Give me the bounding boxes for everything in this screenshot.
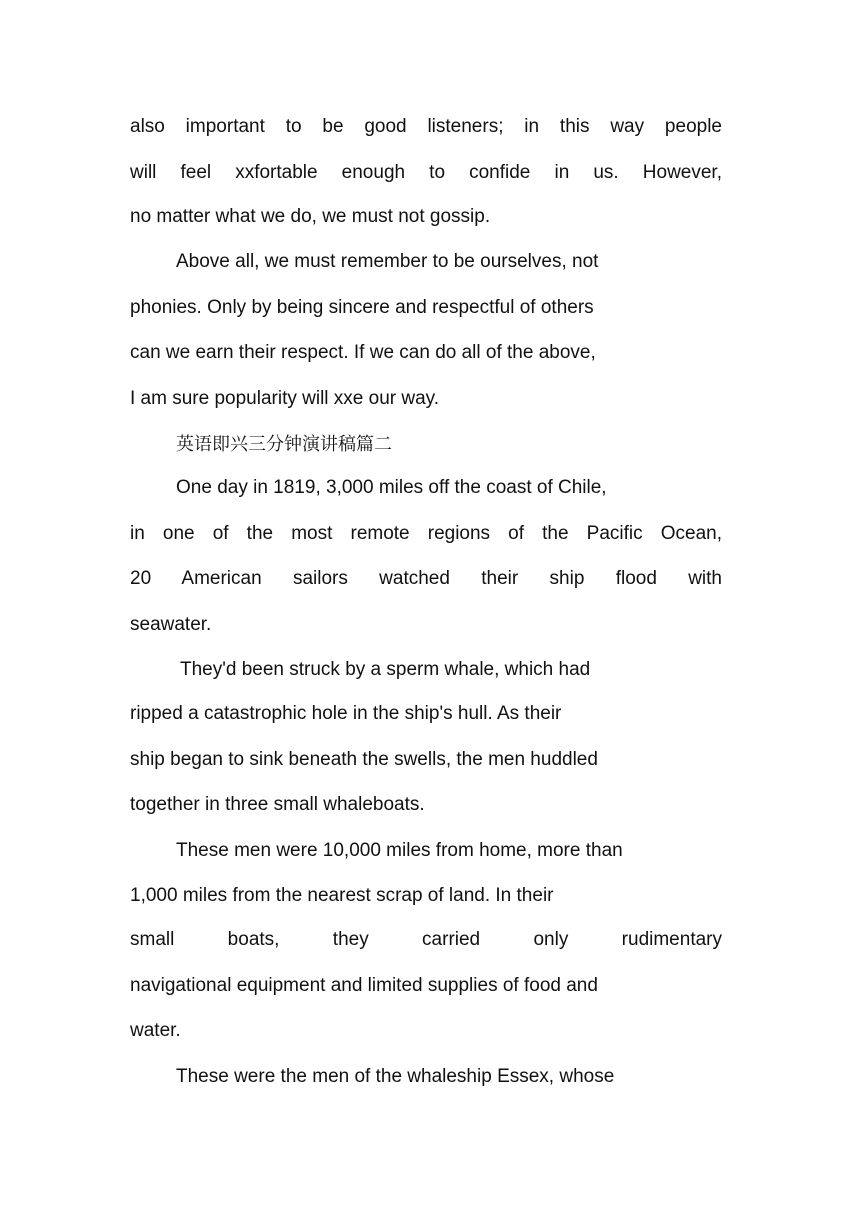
text-line: will feel xxfortable enough to confide in us. However, [130,162,722,183]
paragraph-first-line: These men were 10,000 miles from home, more than [176,840,623,861]
text-line: ship began to sink beneath the swells, the men huddled [130,749,598,770]
text-line: in one of the most remote regions of the Pacific Ocean, [130,523,722,544]
section-heading: 英语即兴三分钟演讲稿篇二 [176,434,392,455]
text-line: navigational equipment and limited supplies of food and [130,975,598,996]
text-line: small boats, they carried only rudimentary [130,929,722,950]
text-line: I am sure popularity will xxe our way. [130,388,440,409]
text-line: together in three small whaleboats. [130,794,425,815]
paragraph-first-line: Above all, we must remember to be ourselves, not [176,251,599,272]
text-line: 20 American sailors watched their ship flood with [130,568,722,589]
text-line: water. [130,1020,181,1041]
text-line: no matter what we do, we must not gossip. [130,206,491,227]
text-line: can we earn their respect. If we can do all of the above, [130,342,596,363]
paragraph-first-line: These were the men of the whaleship Essex, whose [176,1066,615,1087]
text-line: seawater. [130,614,212,635]
paragraph-first-line: They'd been struck by a sperm whale, which had [180,659,591,680]
text-line: also important to be good listeners; in this way people [130,116,722,137]
text-line: phonies. Only by being sincere and respectful of others [130,297,594,318]
paragraph-first-line: One day in 1819, 3,000 miles off the coast of Chile, [176,477,607,498]
text-line: 1,000 miles from the nearest scrap of land. In their [130,885,554,906]
text-line: ripped a catastrophic hole in the ship's hull. As their [130,703,562,724]
